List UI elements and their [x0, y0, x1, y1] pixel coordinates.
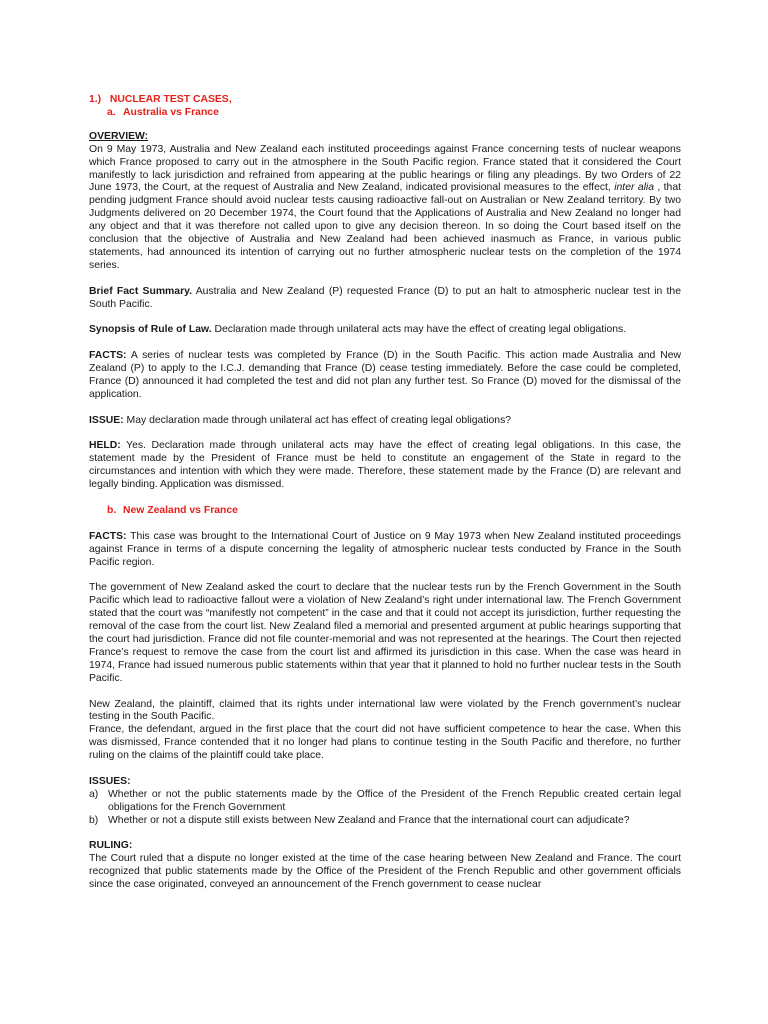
issues-list — [89, 789, 681, 828]
document-page — [89, 94, 681, 892]
ruling-heading: RULING: — [89, 840, 133, 852]
main-heading — [89, 94, 681, 107]
issues-heading: ISSUES: — [89, 775, 131, 787]
case-b-paragraph-2: The government of New Zealand asked the court to declare that the nuclear tests run by the French Government in the South Pacific which lead to radioactive fallout were a violation of New Zealand’s right under international law. The French Government stated that the court was “manifestly not competent” in the case and that it could not accept its jurisdiction, further requesting the removal of the case from the court list. New Zealand filed a memorial and presented argument at public hearings supporting that the court had jurisdiction. France did not file counter-memorial and was not represented at the hearings. The Court then rejected France’s request to remove the case from the court list and affirmed its jurisdiction in this case. When the case was heard in 1974, France had issued numerous public statements within that year that it planned to hold no further nuclear tests in the South Pacific. — [89, 582, 681, 684]
case-a-title: Australia vs France — [123, 106, 219, 118]
case-b-paragraph-3b: France, the defendant, argued in the first place that the court did not have sufficient competence to hear the case. When this was dismissed, France contended that it no longer had plans to continue testing in the South Pacific and therefore, no further ruling on the claims of the plaintiff could take place. — [89, 724, 681, 762]
case-b-heading — [107, 505, 681, 518]
issue-item: a) Whether or not the public statements made by the Office of the President of the French Republic created certain legal obligations for the French Government — [89, 788, 681, 813]
case-b-facts: FACTS: This case was brought to the International Court of Justice on 9 May 1973 when New Zealand instituted proceedings against France in terms of a dispute concerning the legality of atmospheric nuclear tests conducted by France in the South Pacific region. — [89, 530, 681, 568]
inter-alia-text: inter alia — [614, 182, 654, 194]
case-a-facts: FACTS: A series of nuclear tests was completed by France (D) in the South Pacific. This action made Australia and New Zealand (P) to apply to the I.C.J. demanding that France (D) cease testing immediately. Before the case could be completed, France (D) announced it had completed the test and did not plan any further test. So France (D) moved for the dismissal of the application. — [89, 350, 681, 400]
overview-heading: OVERVIEW: — [89, 130, 149, 142]
case-b-title: New Zealand vs France — [123, 505, 238, 516]
heading-number: 1.) — [89, 94, 102, 105]
case-b-letter: b. — [107, 505, 117, 516]
case-a-issue: ISSUE: May declaration made through unilateral act has effect of creating legal obligations? — [89, 414, 512, 426]
case-a-letter: a. — [107, 106, 116, 118]
case-a-heading — [107, 107, 681, 120]
synopsis-rule-of-law: Synopsis of Rule of Law. Declaration made through unilateral acts may have the effect of creating legal obligations. — [89, 324, 627, 336]
heading-title: NUCLEAR TEST CASES, — [109, 94, 232, 105]
case-a-held: HELD: Yes. Declaration made through unilateral acts may have the effect of creating legal obligations. In this case, the statement made by the President of France must be held to constitute an engagement of the State in regard to the circumstances and intention with which they were made. Therefore, these statement made by the France (D) are relevant and legally binding. Application was dismissed. — [89, 440, 681, 491]
issue-item: b) Whether or not a dispute still exists between New Zealand and France that the international court can adjudicate? — [89, 814, 630, 826]
case-b-paragraph-3a: New Zealand, the plaintiff, claimed that its rights under international law were violated by the French government’s nuclear testing in the South Pacific. — [89, 698, 681, 723]
overview-paragraph: On 9 May 1973, Australia and New Zealand each instituted proceedings against France concerning tests of nuclear weapons which France proposed to carry out in the atmosphere in the South Pacific region. France stated that it considered the Court manifestly to lack jurisdiction and refrained from appearing at the public hearings or filing any pleadings. By two Orders of 22 June 1973, the Court, at the request of Australia and New Zealand, indicated provisional measures to the effect, inter alia , that pending judgment France should avoid nuclear tests causing radioactive fall-out on Australian or New Zealand territory. By two Judgments delivered on 20 December 1974, the Court found that the Applications of Australia and New Zealand no longer had any object and that it was therefore not called upon to give any decision thereon. In so doing the Court based itself on the conclusion that the objective of Australia and New Zealand had been achieved inasmuch as France, in various public statements, had announced its intention of carrying out no further atmospheric nuclear tests on the completion of the 1974 series. — [89, 143, 681, 271]
ruling-paragraph: The Court ruled that a dispute no longer existed at the time of the case hearing between New Zealand and France. The court recognized that public statements made by the Office of the President of the French Republic and other government officials since the case originated, conveyed an announcement of the French government to cease nuclear — [89, 853, 681, 891]
brief-fact-summary: Brief Fact Summary. Australia and New Zealand (P) requested France (D) to put an halt to atmospheric nuclear test in the South Pacific. — [89, 285, 681, 310]
